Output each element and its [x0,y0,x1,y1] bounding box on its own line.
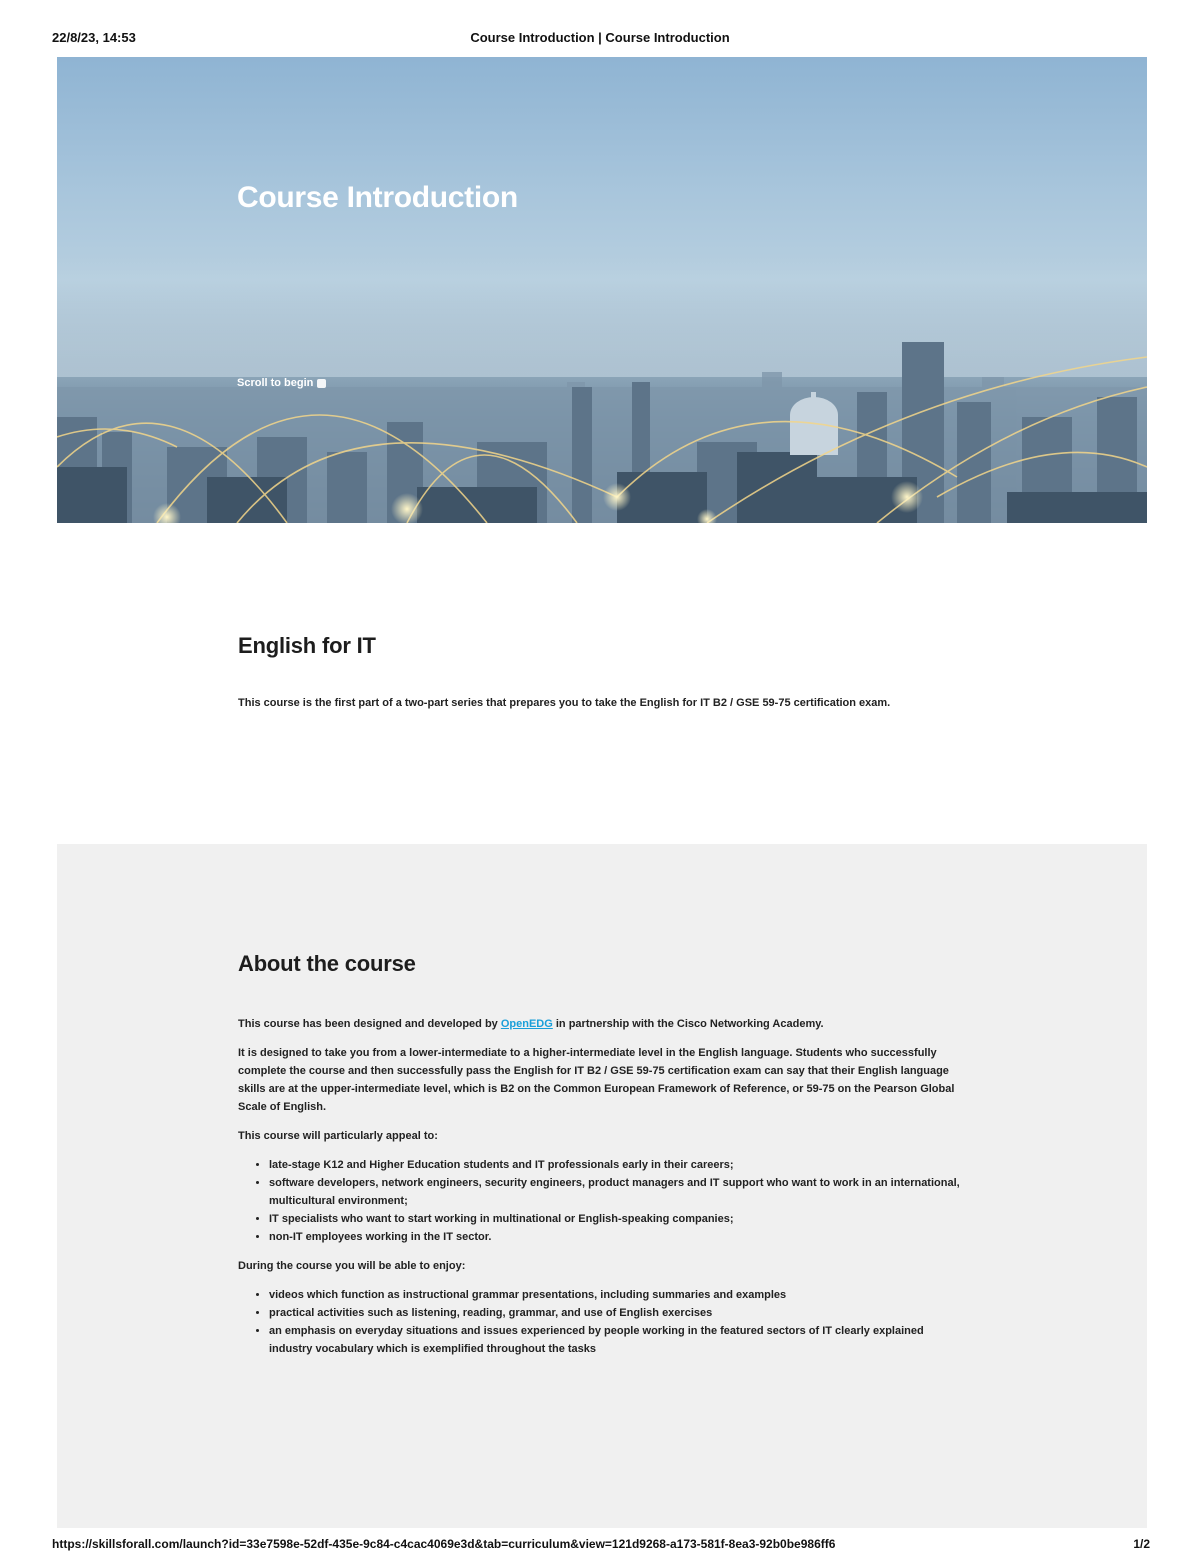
list-item: • an emphasis on everyday situations and issues experienced by people working in the featured sectors of IT clearly explained industry vocabulary which is exemplified throughout the tasks [269,1322,968,1358]
hero-title: Course Introduction [237,181,518,214]
about-body [238,1015,968,1369]
list-item: • software developers, network engineers, security engineers, product managers and IT support who want to work in an international, multicultural environment; [269,1174,968,1210]
page-number: 1/2 [1133,1537,1150,1551]
intro-text: This course is the first part of a two-part series that prepares you to take the English for IT B2 / GSE 59-75 certification exam. [238,697,891,709]
openedg-link[interactable]: OpenEDG [500,1018,553,1030]
about-paragraph-developer [238,1015,968,1033]
scroll-hint-label: Scroll to begin [237,377,314,389]
scroll-to-begin-button[interactable] [237,377,326,389]
about-section [57,844,1147,1528]
print-date: 22/8/23, 14:53 [52,30,136,45]
print-document-title: Course Introduction | Course Introduction [470,30,730,45]
list-item: • videos which function as instructional grammar presentations, including summaries and examples [269,1286,968,1304]
list-item: • late-stage K12 and Higher Education students and IT professionals early in their careers; [269,1156,968,1174]
scroll-down-icon [317,379,326,388]
about-paragraph-level: It is designed to take you from a lower-intermediate to a higher-intermediate level in the English language. Students who successfully complete the course and then successfully pass the English for IT B2 / GSE 59-75 certification exam can say that their English language skills are at the upper-intermediate level, which is B2 on the Common European Framework of Reference, or 59-75 on the Pearson Global Scale of English. [238,1047,955,1113]
about-p1-after: in partnership with the Cisco Networking Academy. [552,1018,824,1030]
about-paragraph-audience-intro: This course will particularly appeal to: [238,1130,438,1142]
list-item: • practical activities such as listening, reading, grammar, and use of English exercises [269,1304,968,1322]
city-skyline-image [57,57,1147,523]
list-item: • IT specialists who want to start working in multinational or English-speaking companies; [269,1210,968,1228]
audience-list [238,1156,968,1246]
print-header [52,30,1148,48]
about-p1-before: This course has been designed and developed by [238,1018,501,1030]
list-item: • non-IT employees working in the IT sector. [269,1228,968,1246]
about-title: About the course [238,951,416,976]
features-list [238,1286,968,1358]
hero-banner [57,57,1147,523]
print-url: https://skillsforall.com/launch?id=33e7598e-52df-435e-9c84-c4cac4069e3d&tab=curriculum&view=121d9268-a173-581f-8ea3-92b0be986ff6 [52,1537,836,1551]
about-paragraph-features-intro: During the course you will be able to enjoy: [238,1260,466,1272]
intro-title: English for IT [238,633,376,658]
print-footer [52,1537,1150,1553]
